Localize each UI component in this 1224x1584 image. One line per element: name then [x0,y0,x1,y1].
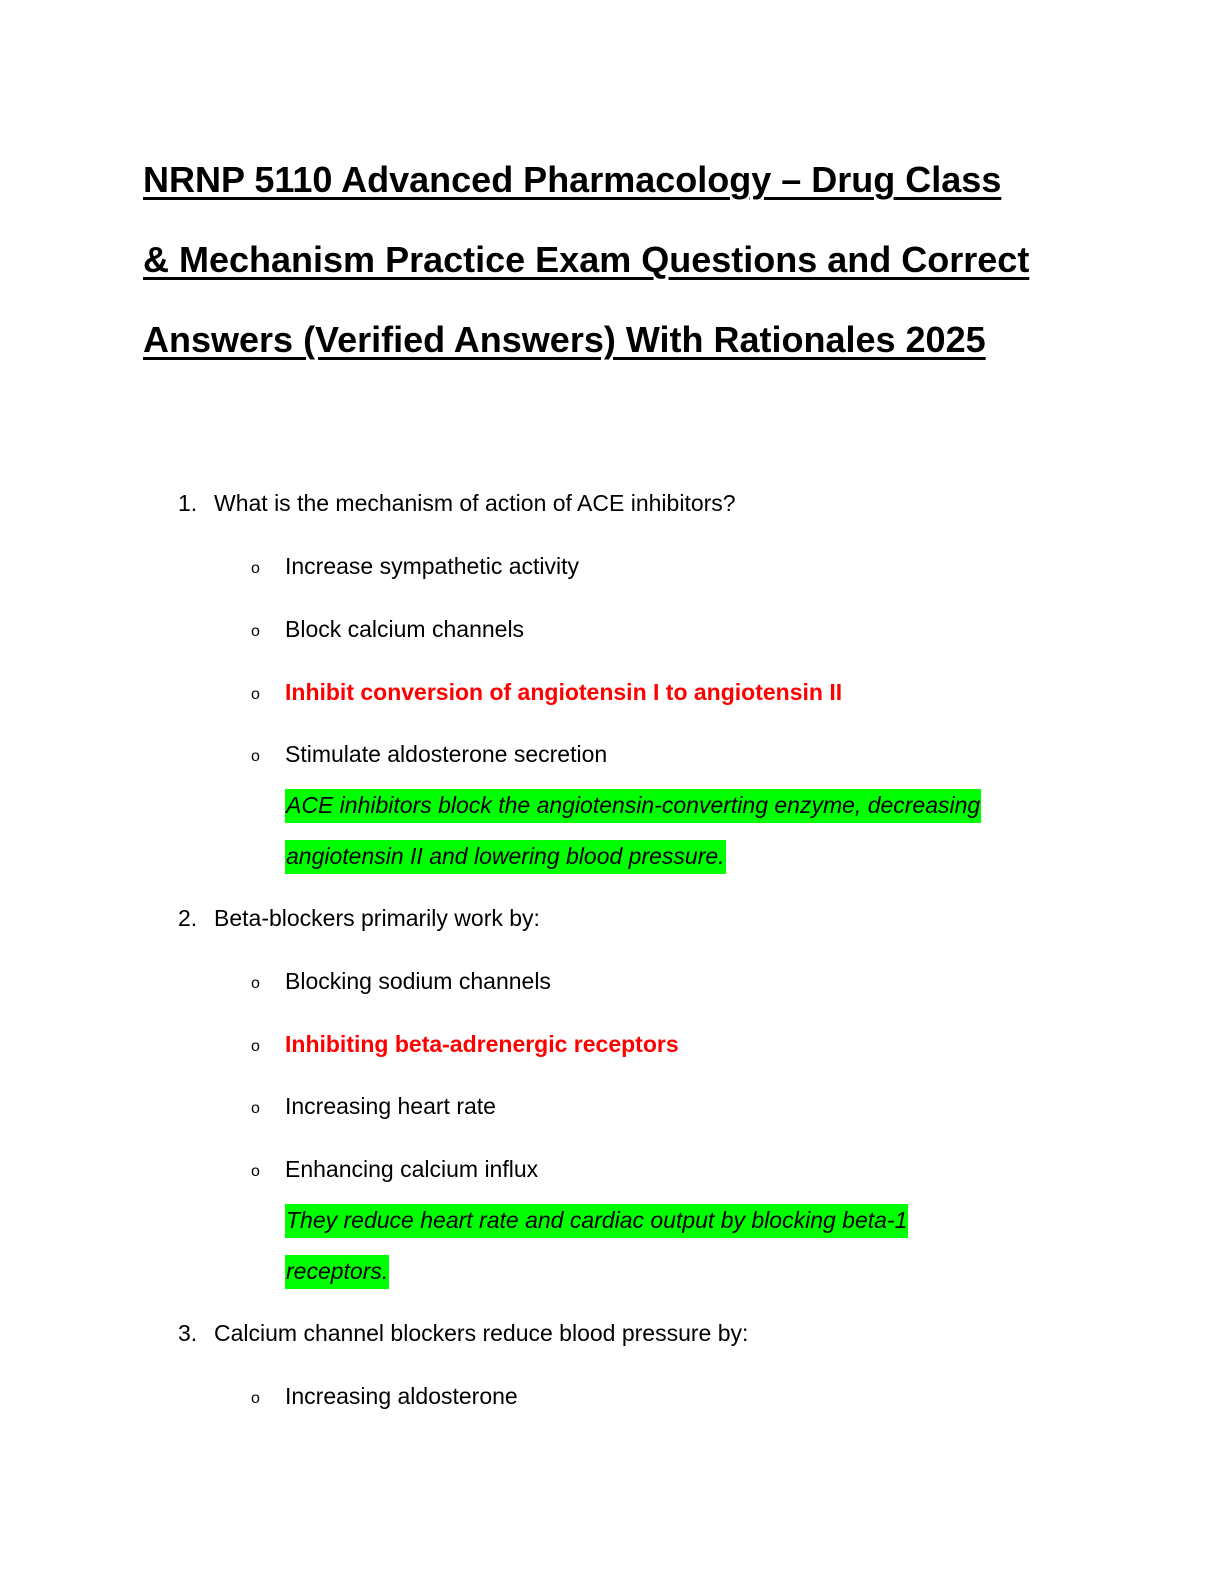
answer-option [251,551,579,584]
option-text: Increasing heart rate [285,1093,496,1119]
question-text: Beta-blockers primarily work by: [214,905,540,931]
option-text: Stimulate aldosterone secretion [285,741,608,767]
question-2 [178,903,540,933]
correct-answer-option [251,677,842,710]
rationale-line [285,790,981,820]
rationale-text: ACE inhibitors block the angiotensin-converting enzyme, decreasing [285,789,981,823]
bullet-icon: o [251,623,260,640]
rationale-line [285,841,726,871]
answer-option [251,1381,518,1414]
question-number: 2. [178,905,198,931]
title-line: Answers (Verified Answers) With Rationales 2025 [143,319,986,360]
answer-option [251,1091,496,1124]
bullet-icon: o [251,560,260,577]
bullet-icon: o [251,1038,260,1055]
bullet-icon: o [251,1100,260,1117]
bullet-icon: o [251,748,260,765]
title-line: NRNP 5110 Advanced Pharmacology – Drug Class [143,159,1002,200]
option-text: Enhancing calcium influx [285,1156,539,1182]
question-1 [178,488,736,518]
answer-option [251,614,524,647]
question-3 [178,1318,748,1348]
rationale-line [285,1205,908,1235]
answer-option [251,1154,538,1187]
option-text: Inhibiting beta-adrenergic receptors [285,1031,679,1057]
rationale-line [285,1256,389,1286]
bullet-icon: o [251,975,260,992]
correct-answer-option [251,1029,679,1062]
question-text: What is the mechanism of action of ACE inhibitors? [214,490,736,516]
answer-option [251,966,551,999]
bullet-icon: o [251,1163,260,1180]
document-title [143,140,1103,380]
option-text: Increasing aldosterone [285,1383,518,1409]
question-number: 3. [178,1320,198,1346]
option-text: Block calcium channels [285,616,525,642]
question-text: Calcium channel blockers reduce blood pressure by: [214,1320,749,1346]
title-line: & Mechanism Practice Exam Questions and Correct [143,239,1030,280]
question-number: 1. [178,490,198,516]
rationale-text: angiotensin II and lowering blood pressure. [285,840,726,874]
option-text: Increase sympathetic activity [285,553,580,579]
answer-option [251,739,607,772]
rationale-text: receptors. [285,1255,389,1289]
option-text: Inhibit conversion of angiotensin I to angiotensin II [285,679,843,705]
bullet-icon: o [251,686,260,703]
rationale-text: They reduce heart rate and cardiac output by blocking beta-1 [285,1204,908,1238]
bullet-icon: o [251,1390,260,1407]
option-text: Blocking sodium channels [285,968,551,994]
